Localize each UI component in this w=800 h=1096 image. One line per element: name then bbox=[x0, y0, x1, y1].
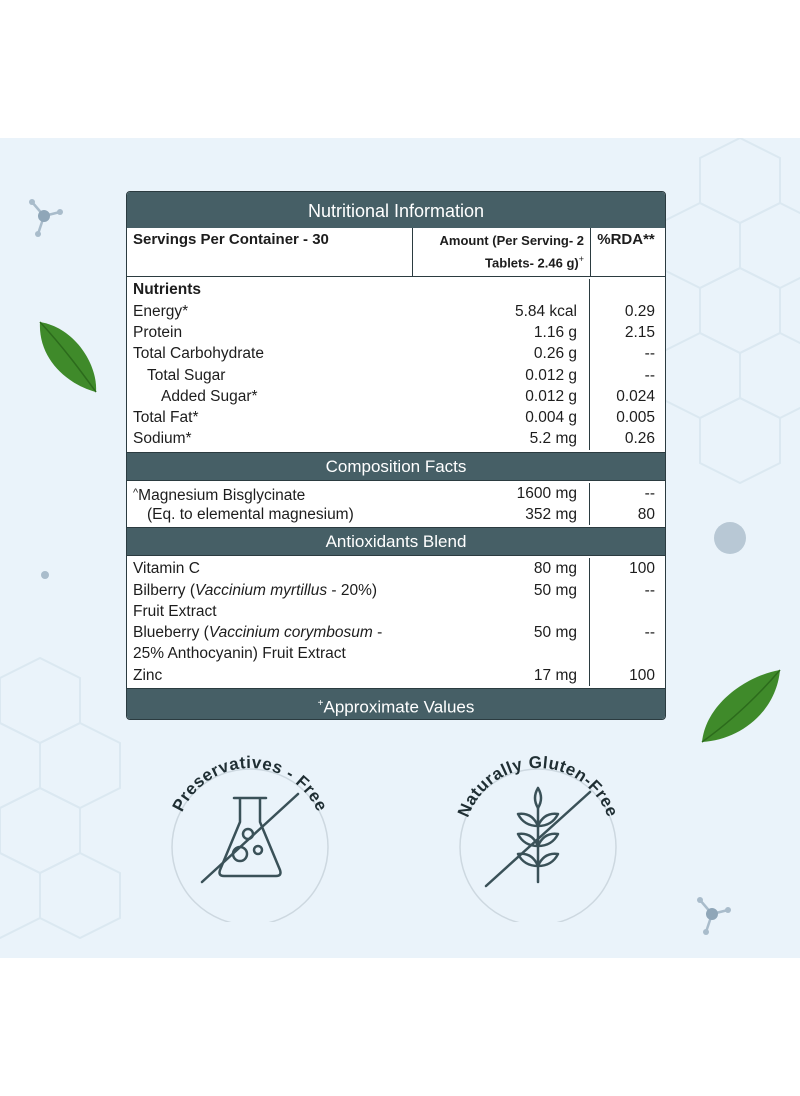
antioxidants-heading: Antioxidants Blend bbox=[127, 527, 665, 556]
table-row: Protein 1.16 g 2.15 bbox=[127, 322, 665, 343]
table-row: Energy* 5.84 kcal 0.29 bbox=[127, 301, 665, 322]
gluten-free-badge bbox=[438, 742, 638, 922]
badge-text: Preservatives - Free bbox=[168, 752, 332, 815]
table-row: ^Magnesium Bisglycinate 1600 mg -- bbox=[133, 484, 655, 504]
dot-icon bbox=[40, 570, 50, 580]
composition-heading: Composition Facts bbox=[127, 452, 665, 481]
leaf-icon bbox=[700, 668, 784, 746]
preservatives-free-badge bbox=[150, 742, 350, 922]
nutrition-label bbox=[126, 191, 666, 720]
table-row: Bilberry (Vaccinium myrtillus - 20%) Fruit Extract 50 mg -- bbox=[127, 580, 665, 623]
table-row: Vitamin C 80 mg 100 bbox=[127, 558, 665, 579]
leaf-icon bbox=[36, 318, 102, 396]
label-title: Nutritional Information bbox=[127, 192, 665, 228]
table-row: Total Fat* 0.004 g 0.005 bbox=[127, 407, 665, 428]
label-header-row bbox=[127, 228, 665, 277]
nutrients-heading: Nutrients bbox=[133, 281, 202, 299]
nutrients-section bbox=[127, 277, 665, 451]
table-row: Blueberry (Vaccinium corymbosum - 25% Anthocyanin) Fruit Extract 50 mg -- bbox=[127, 622, 665, 665]
table-row: (Eq. to elemental magnesium) 352 mg 80 bbox=[127, 504, 665, 525]
composition-section bbox=[127, 481, 665, 528]
flask-crossed-icon bbox=[202, 794, 298, 882]
wheat-crossed-icon bbox=[486, 788, 590, 886]
molecule-icon bbox=[694, 894, 736, 938]
rda-header: %RDA** bbox=[590, 228, 665, 276]
table-row: Sodium* 5.2 mg 0.26 bbox=[127, 428, 665, 449]
amount-header: Amount (Per Serving- 2 Tablets- 2.46 g)+ bbox=[412, 228, 590, 276]
table-row: Total Sugar 0.012 g -- bbox=[127, 365, 665, 386]
table-row: Total Carbohydrate 0.26 g -- bbox=[127, 343, 665, 364]
servings-text: Servings Per Container - 30 bbox=[133, 231, 329, 248]
table-row: Zinc 17 mg 100 bbox=[127, 665, 665, 686]
bubble-icon bbox=[712, 520, 748, 556]
molecule-icon bbox=[26, 196, 68, 240]
badge-text: Naturally Gluten-Free bbox=[453, 752, 623, 820]
table-row: Added Sugar* 0.012 g 0.024 bbox=[127, 386, 665, 407]
footer-note: +Approximate Values bbox=[127, 688, 665, 719]
antioxidants-section bbox=[127, 556, 665, 688]
